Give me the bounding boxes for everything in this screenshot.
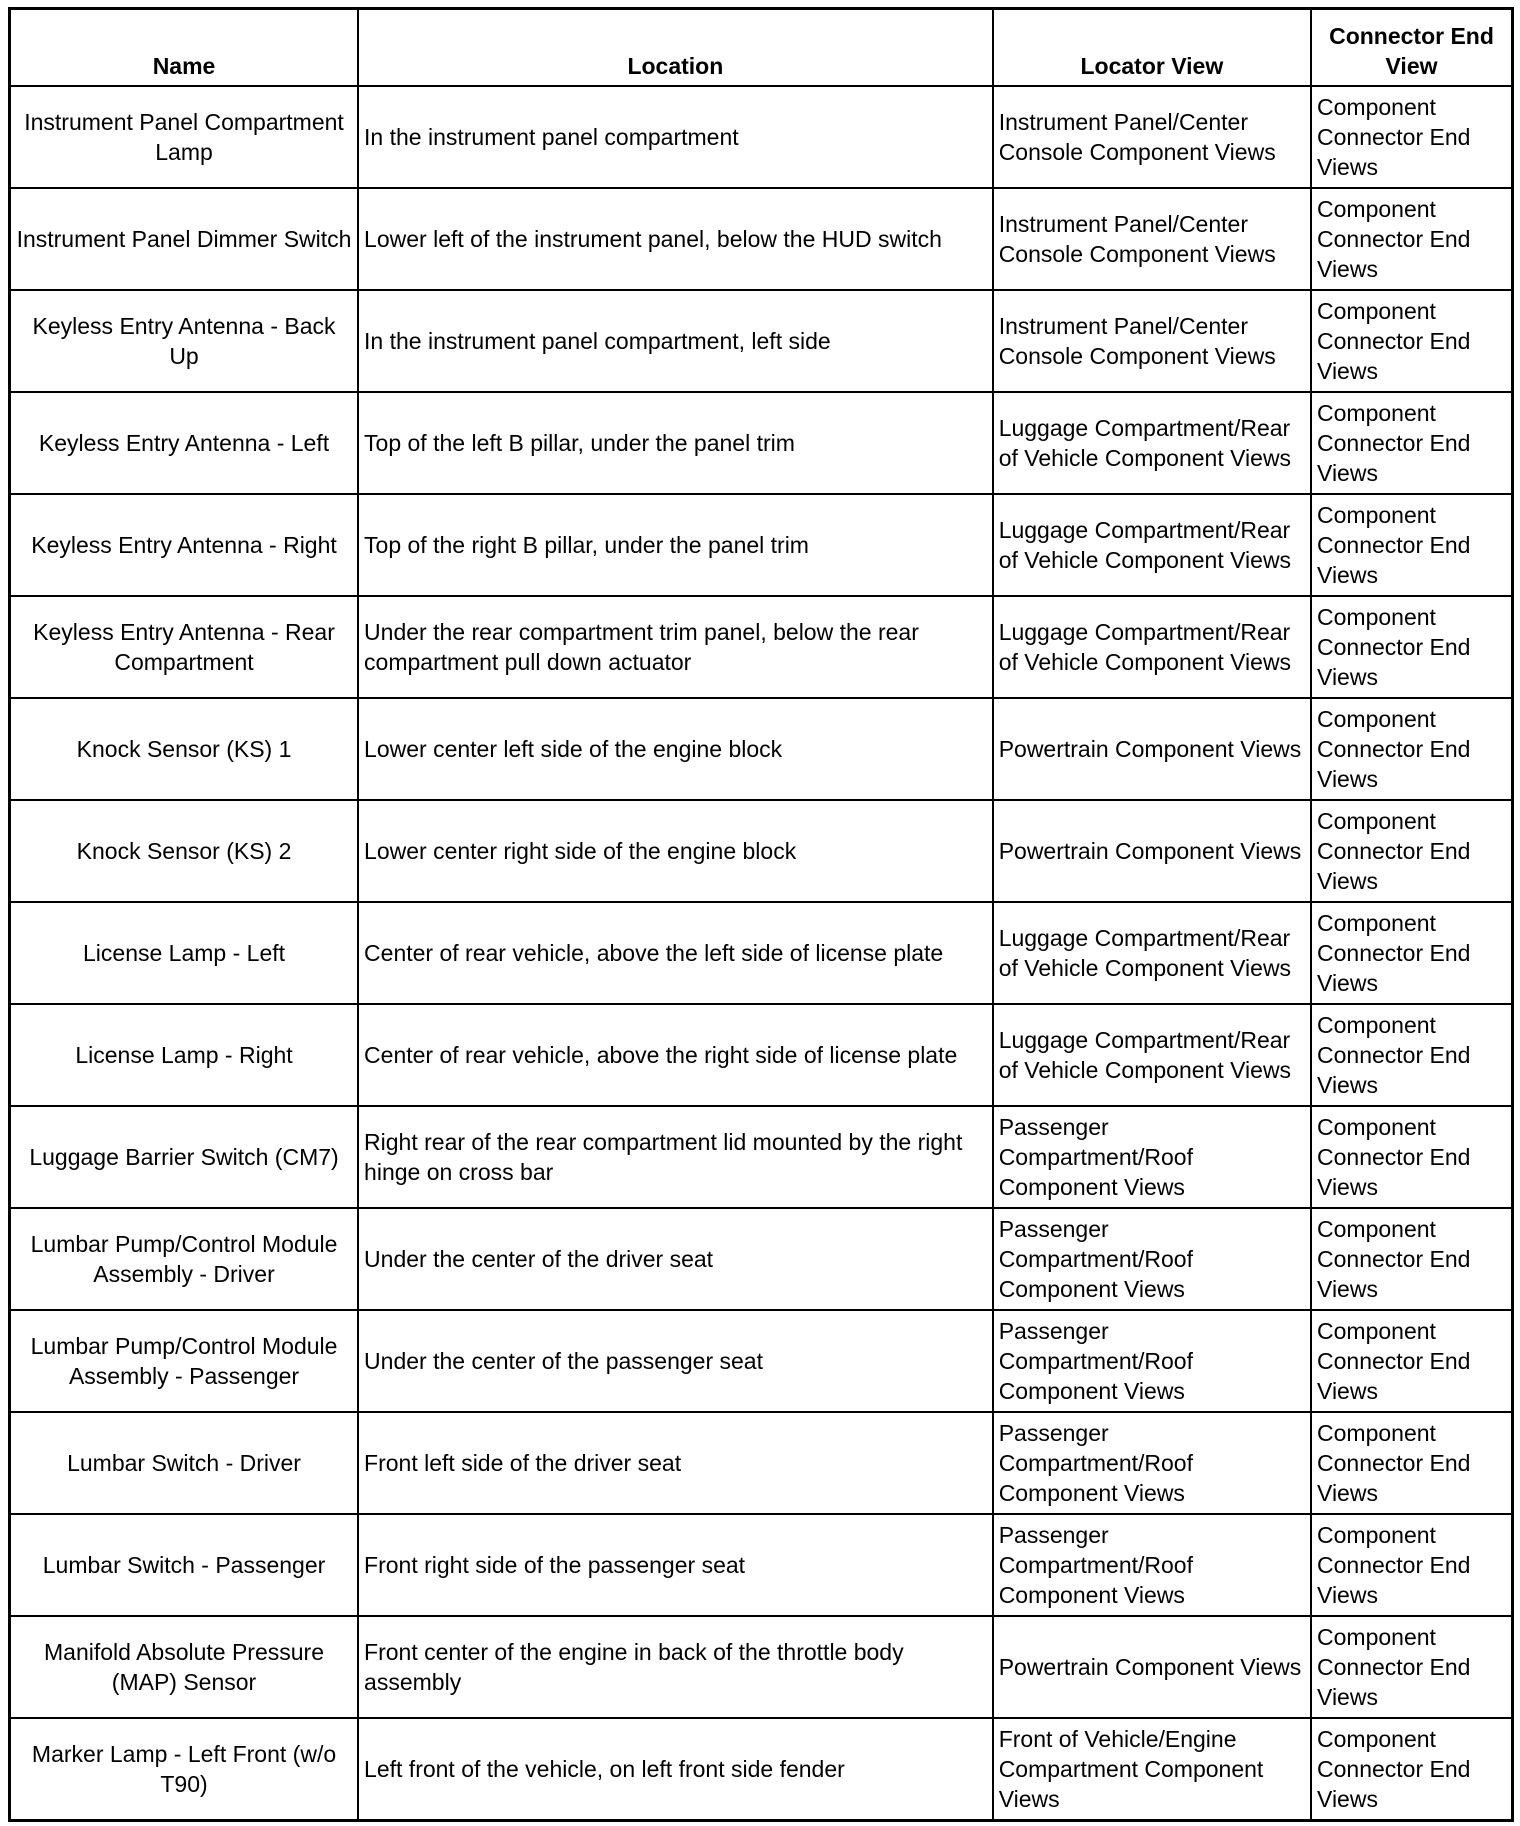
cell-locator-view: Passenger Compartment/Roof Component Views (993, 1106, 1311, 1208)
cell-location: In the instrument panel compartment (358, 86, 993, 188)
cell-locator-view: Passenger Compartment/Roof Component Views (993, 1412, 1311, 1514)
cell-name: Keyless Entry Antenna - Back Up (10, 290, 359, 392)
cell-connector-end-view: Component Connector End Views (1311, 698, 1512, 800)
cell-location: Lower left of the instrument panel, below the HUD switch (358, 188, 993, 290)
cell-name: Lumbar Switch - Passenger (10, 1514, 359, 1616)
table-row (10, 698, 1513, 800)
table-row (10, 1004, 1513, 1106)
cell-location: Front right side of the passenger seat (358, 1514, 993, 1616)
cell-connector-end-view: Component Connector End Views (1311, 1616, 1512, 1718)
table-row (10, 1208, 1513, 1310)
cell-name: Keyless Entry Antenna - Right (10, 494, 359, 596)
table-row (10, 1718, 1513, 1821)
cell-connector-end-view: Component Connector End Views (1311, 1106, 1512, 1208)
cell-name: Manifold Absolute Pressure (MAP) Sensor (10, 1616, 359, 1718)
cell-name: Marker Lamp - Left Front (w/o T90) (10, 1718, 359, 1821)
table-header (10, 9, 1513, 87)
cell-locator-view: Powertrain Component Views (993, 800, 1311, 902)
cell-connector-end-view: Component Connector End Views (1311, 290, 1512, 392)
header-name: Name (10, 9, 359, 87)
cell-locator-view: Powertrain Component Views (993, 1616, 1311, 1718)
cell-name: Luggage Barrier Switch (CM7) (10, 1106, 359, 1208)
cell-locator-view: Front of Vehicle/Engine Compartment Component Views (993, 1718, 1311, 1821)
cell-name: Instrument Panel Dimmer Switch (10, 188, 359, 290)
cell-name: Lumbar Pump/Control Module Assembly - Passenger (10, 1310, 359, 1412)
component-locator-table (8, 7, 1514, 1822)
cell-locator-view: Instrument Panel/Center Console Component Views (993, 86, 1311, 188)
cell-connector-end-view: Component Connector End Views (1311, 1514, 1512, 1616)
cell-name: License Lamp - Right (10, 1004, 359, 1106)
table-row (10, 902, 1513, 1004)
cell-location: Right rear of the rear compartment lid mounted by the right hinge on cross bar (358, 1106, 993, 1208)
cell-location: Left front of the vehicle, on left front side fender (358, 1718, 993, 1821)
cell-location: Under the center of the passenger seat (358, 1310, 993, 1412)
header-locator-view: Locator View (993, 9, 1311, 87)
cell-locator-view: Passenger Compartment/Roof Component Views (993, 1310, 1311, 1412)
cell-connector-end-view: Component Connector End Views (1311, 800, 1512, 902)
table-row (10, 86, 1513, 188)
table-body (10, 86, 1513, 1821)
table-row (10, 596, 1513, 698)
cell-name: Knock Sensor (KS) 2 (10, 800, 359, 902)
table-row (10, 494, 1513, 596)
cell-location: Lower center left side of the engine block (358, 698, 993, 800)
cell-location: Under the rear compartment trim panel, below the rear compartment pull down actuator (358, 596, 993, 698)
cell-name: Lumbar Pump/Control Module Assembly - Driver (10, 1208, 359, 1310)
cell-locator-view: Luggage Compartment/Rear of Vehicle Component Views (993, 596, 1311, 698)
cell-connector-end-view: Component Connector End Views (1311, 86, 1512, 188)
table-row (10, 1412, 1513, 1514)
table-row (10, 290, 1513, 392)
header-location: Location (358, 9, 993, 87)
cell-connector-end-view: Component Connector End Views (1311, 392, 1512, 494)
cell-connector-end-view: Component Connector End Views (1311, 1310, 1512, 1412)
cell-name: License Lamp - Left (10, 902, 359, 1004)
cell-location: Top of the left B pillar, under the panel trim (358, 392, 993, 494)
cell-connector-end-view: Component Connector End Views (1311, 1718, 1512, 1821)
cell-location: Center of rear vehicle, above the right side of license plate (358, 1004, 993, 1106)
cell-connector-end-view: Component Connector End Views (1311, 188, 1512, 290)
cell-locator-view: Luggage Compartment/Rear of Vehicle Component Views (993, 902, 1311, 1004)
table-row (10, 1514, 1513, 1616)
table-row (10, 1310, 1513, 1412)
cell-connector-end-view: Component Connector End Views (1311, 1208, 1512, 1310)
cell-locator-view: Passenger Compartment/Roof Component Views (993, 1208, 1311, 1310)
cell-connector-end-view: Component Connector End Views (1311, 494, 1512, 596)
cell-location: Top of the right B pillar, under the panel trim (358, 494, 993, 596)
cell-locator-view: Luggage Compartment/Rear of Vehicle Component Views (993, 1004, 1311, 1106)
header-row (10, 9, 1513, 87)
cell-connector-end-view: Component Connector End Views (1311, 1412, 1512, 1514)
cell-location: Under the center of the driver seat (358, 1208, 993, 1310)
cell-locator-view: Instrument Panel/Center Console Component Views (993, 290, 1311, 392)
table-row (10, 1616, 1513, 1718)
cell-location: Front left side of the driver seat (358, 1412, 993, 1514)
cell-location: Lower center right side of the engine block (358, 800, 993, 902)
table-row (10, 1106, 1513, 1208)
cell-locator-view: Powertrain Component Views (993, 698, 1311, 800)
cell-name: Keyless Entry Antenna - Left (10, 392, 359, 494)
header-connector-end-view: Connector End View (1311, 9, 1512, 87)
cell-connector-end-view: Component Connector End Views (1311, 596, 1512, 698)
cell-name: Knock Sensor (KS) 1 (10, 698, 359, 800)
cell-locator-view: Luggage Compartment/Rear of Vehicle Component Views (993, 494, 1311, 596)
cell-name: Instrument Panel Compartment Lamp (10, 86, 359, 188)
table-row (10, 392, 1513, 494)
cell-locator-view: Passenger Compartment/Roof Component Views (993, 1514, 1311, 1616)
cell-location: Front center of the engine in back of the throttle body assembly (358, 1616, 993, 1718)
cell-location: In the instrument panel compartment, left side (358, 290, 993, 392)
table-row (10, 800, 1513, 902)
cell-locator-view: Instrument Panel/Center Console Component Views (993, 188, 1311, 290)
table-row (10, 188, 1513, 290)
cell-name: Keyless Entry Antenna - Rear Compartment (10, 596, 359, 698)
cell-connector-end-view: Component Connector End Views (1311, 902, 1512, 1004)
cell-locator-view: Luggage Compartment/Rear of Vehicle Component Views (993, 392, 1311, 494)
cell-location: Center of rear vehicle, above the left side of license plate (358, 902, 993, 1004)
cell-name: Lumbar Switch - Driver (10, 1412, 359, 1514)
cell-connector-end-view: Component Connector End Views (1311, 1004, 1512, 1106)
